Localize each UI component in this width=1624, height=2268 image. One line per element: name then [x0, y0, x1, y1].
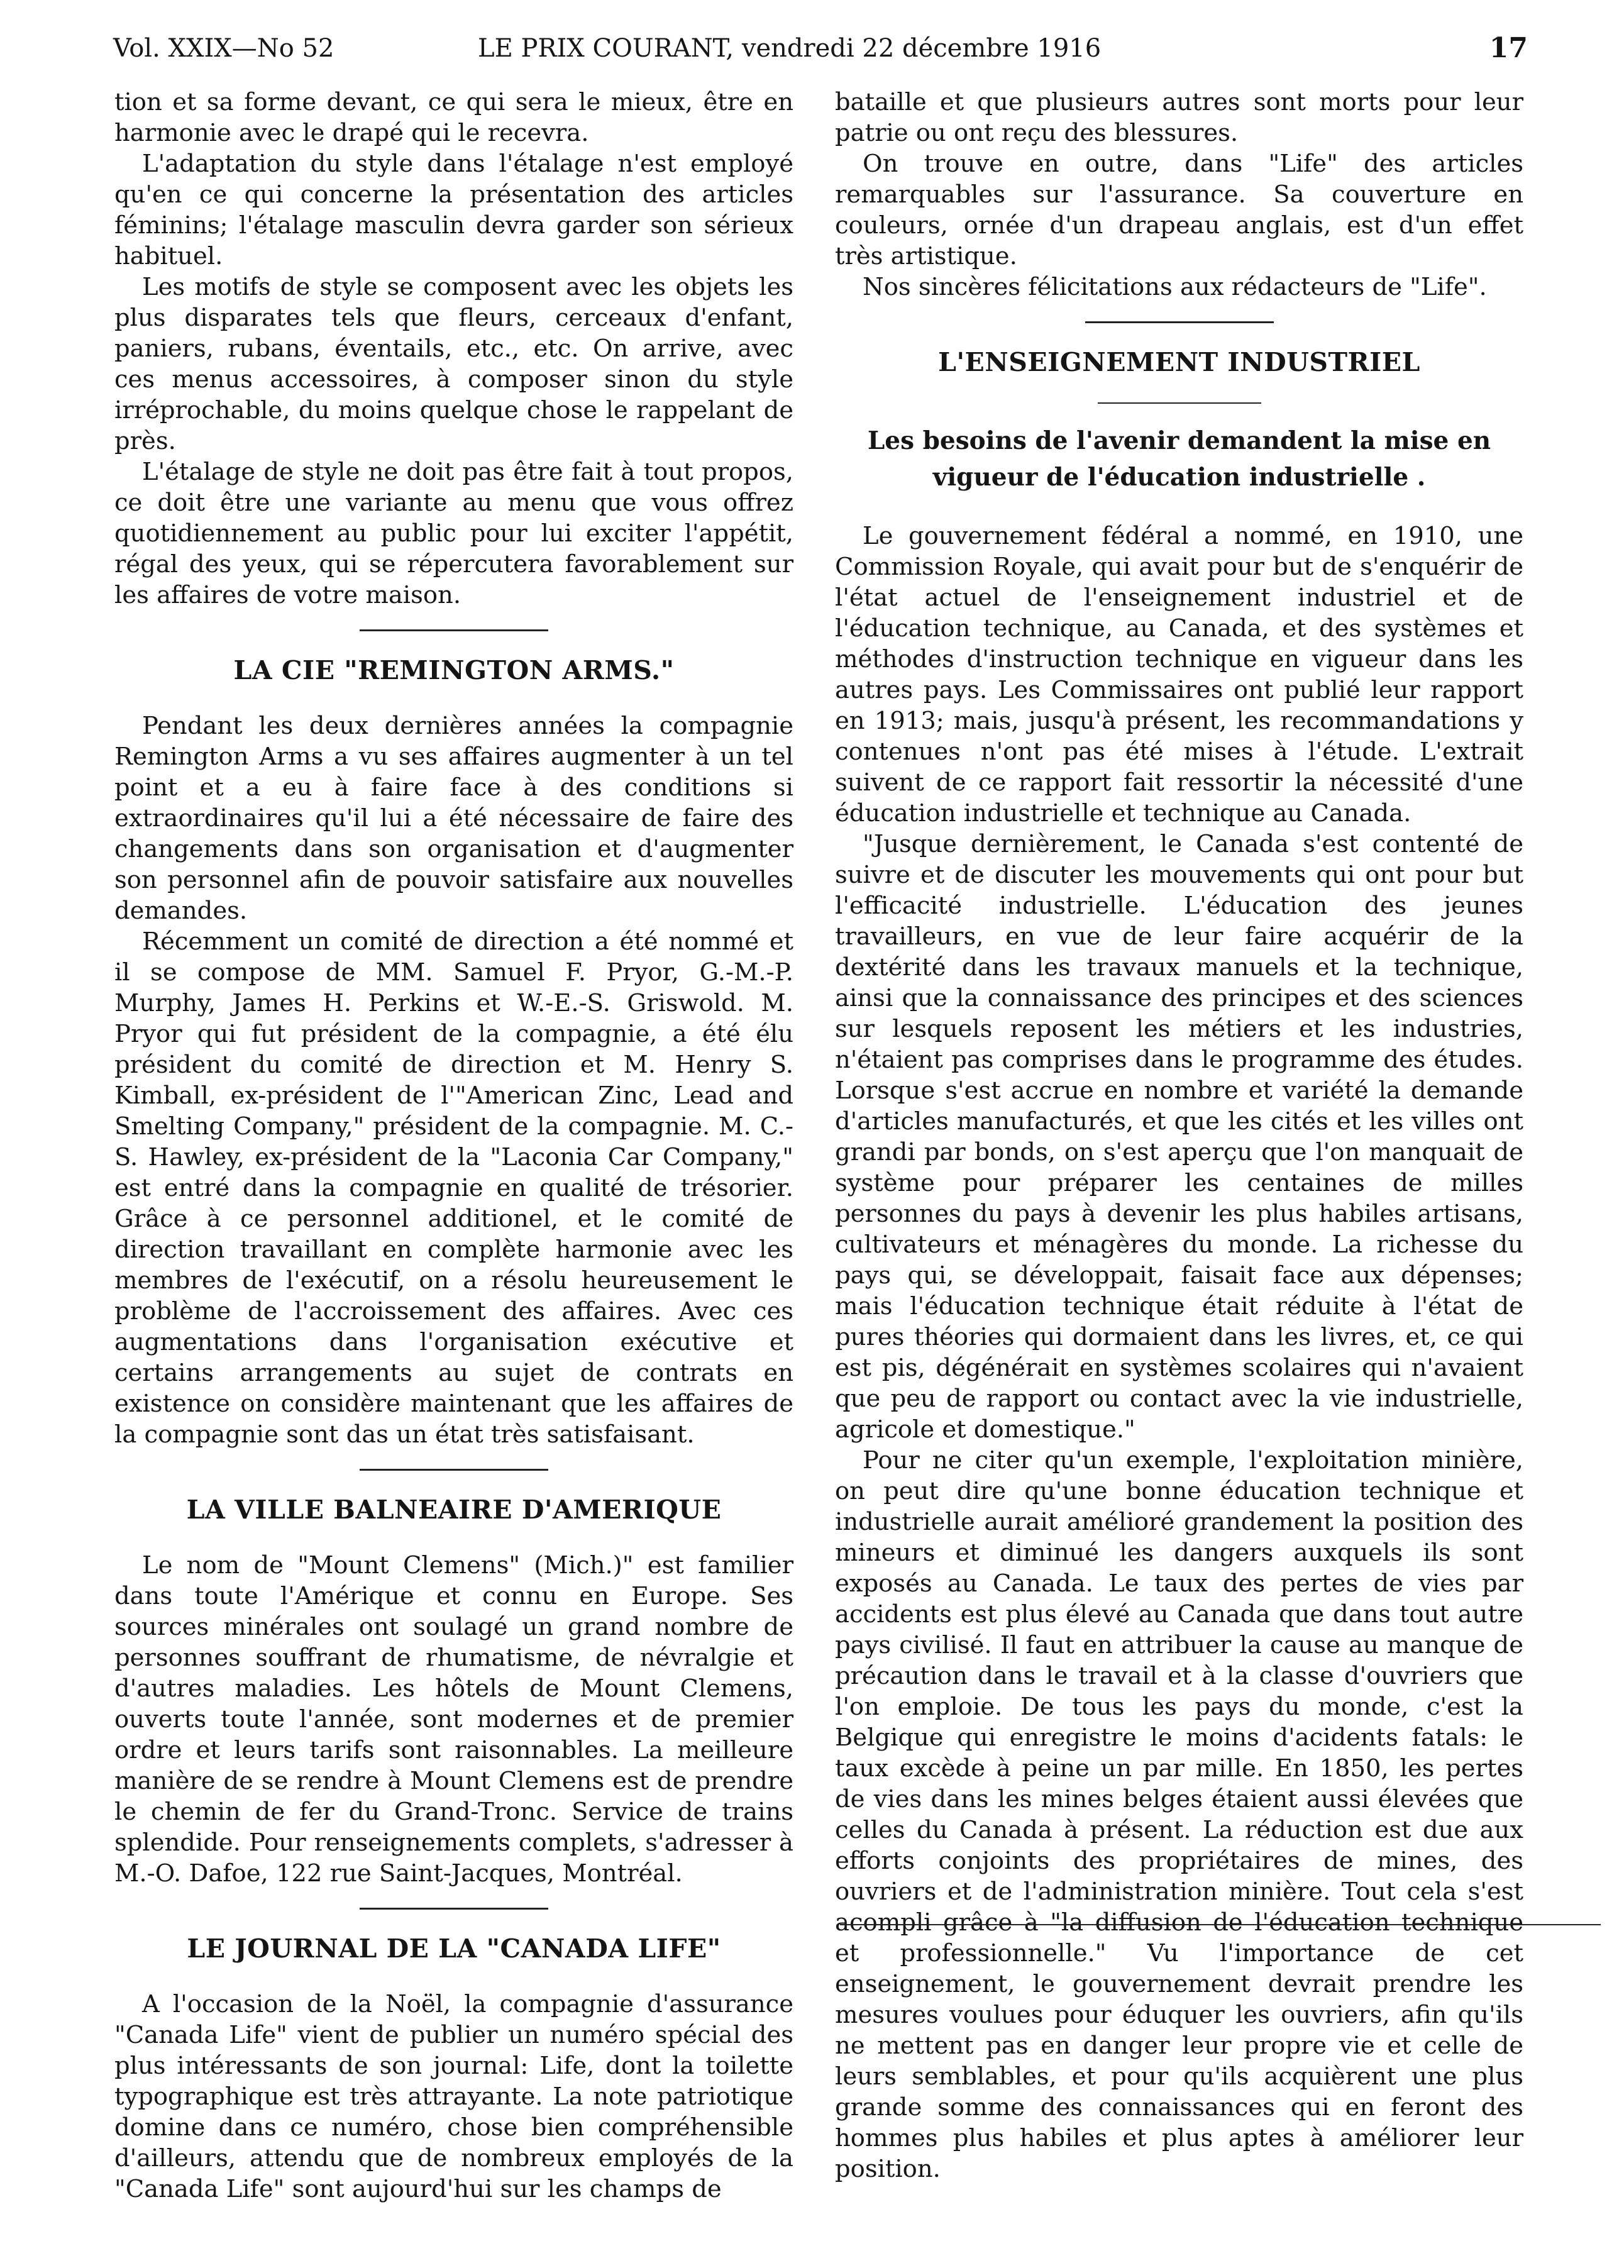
section-divider [1085, 321, 1274, 323]
page-number: 17 [1489, 32, 1528, 64]
paragraph: Pour ne citer qu'un exemple, l'exploitation minière, on peut dire qu'une bonne éducation technique et industrielle aurait amélioré grandement la position des mineurs et diminué les dangers auxquels ils sont exposés au Canada. Le taux des pertes de vies par accidents est plus élevé au Canada que dans tout autre pays civilisé. Il faut en attribuer la cause au manque de précaution dans le travail et à la classe d'ouvriers que l'on emploie. De tous les pays du monde, c'est la Belgique qui enregistre le moins d'acidents fatals: le taux excède à peine un par mille. En 1850, les pertes de vies dans les mines belges étaient aussi élevées que celles du Canada à présent. La réduction est due aux efforts conjoints des propriétaires de mines, des ouvriers et de l'administration minière. Tout cela s'est acompli grâce à "la diffusion de l'éducation technique et professionnelle." Vu l'importance de cet enseignement, le gouvernement devrait prendre les mesures voulues pour éduquer les ouvriers, afin qu'ils ne mettent pas en danger leur propre vie et celle de leurs semblables, et pour qu'ils acquièrent une plus grande somme des connaissances qui en feront des hommes plus habiles et plus aptes à améliorer leur position. [835, 1446, 1523, 2183]
left-column [114, 87, 793, 2204]
paragraph: tion et sa forme devant, ce qui sera le mieux, être en harmonie avec le drapé qui le recevra. [114, 88, 793, 147]
right-column [835, 87, 1523, 2184]
paragraph: L'étalage de style ne doit pas être fait à tout propos, ce doit être une variante au menu que vous offrez quotidiennement au public pour lui exciter l'appétit, régal des yeux, qui se répercutera favorablement sur les affaires de votre maison. [114, 458, 793, 609]
volume-label: Vol. XXIX—No 52 [113, 34, 334, 63]
section-divider [360, 1908, 548, 1910]
article-title-enseignement: L'ENSEIGNEMENT INDUSTRIEL [938, 347, 1420, 377]
running-head [113, 26, 1528, 70]
paragraph: Les motifs de style se composent avec les objets les plus disparates tels que fleurs, cerceaux d'enfant, paniers, rubans, éventails, etc., etc. On arrive, avec ces menus accessoires, à composer sinon du style irréprochable, du moins quelque chose le rappelant de près. [114, 273, 793, 455]
section-divider [1098, 402, 1261, 404]
paragraph: Pendant les deux dernières années la compagnie Remington Arms a vu ses affaires augmenter à un tel point et a eu à faire face à des conditions si extraordinaires qu'il lui a été nécessaire de faire des changements dans son organisation et d'augmenter son personnel afin de pouvoir satisfaire aux nouvelles demandes. [114, 712, 793, 925]
paragraph: Récemment un comité de direction a été nommé et il se compose de MM. Samuel F. Pryor, G.-M.-P. Murphy, James H. Perkins et W.-E.-S. Griswold. M. Pryor qui fut président de la compagnie, a été élu président du comité de direction et M. Henry S. Kimball, ex-président de l'"American Zinc, Lead and Smelting Company," président de la compagnie. M. C.-S. Hawley, ex-président de la "Laconia Car Company," est entré dans la compagnie en qualité de trésorier. Grâce à ce personnel additionel, et le comité de direction travaillant en complète harmonie avec les membres de l'exécutif, on a résolu heureusement le problème de l'accroissement des affaires. Avec ces augmentations dans l'organisation exécutive et certains arrangements au sujet de contrats en existence on considère maintenant que les affaires de la compagnie sont das un état très satisfaisant. [114, 927, 793, 1449]
article-title-ville-balneaire: LA VILLE BALNEAIRE D'AMERIQUE [186, 1495, 722, 1525]
paragraph: bataille et que plusieurs autres sont morts pour leur patrie ou ont reçu des blessures. [835, 88, 1523, 147]
article-title-canada-life: LE JOURNAL DE LA "CANADA LIFE" [187, 1933, 721, 1964]
section-divider [360, 1469, 548, 1471]
paragraph: A l'occasion de la Noël, la compagnie d'assurance "Canada Life" vient de publier un numéro spécial des plus intéressants de son journal: Life, dont la toilette typographique est très attrayante. La note patriotique domine dans ce numéro, chose bien compréhensible d'ailleurs, attendu que de nombreux employés de la "Canada Life" sont aujourd'hui sur les champs de [114, 1990, 793, 2203]
article-subtitle-enseignement: Les besoins de l'avenir demandent la mise en vigueur de l'éducation industrielle . [867, 426, 1491, 492]
page-fold-line [840, 1924, 1601, 1925]
publication-title: LE PRIX COURANT, vendredi 22 décembre 1916 [478, 34, 1102, 63]
paragraph: L'adaptation du style dans l'étalage n'est employé qu'en ce qui concerne la présentation des articles féminins; l'étalage masculin devra garder son sérieux habituel. [114, 150, 793, 270]
section-divider [360, 629, 548, 631]
paragraph: Le nom de "Mount Clemens" (Mich.)" est familier dans toute l'Amérique et connu en Europe. Ses sources minérales ont soulagé un grand nombre de personnes souffrant de rhumatisme, de névralgie et d'autres maladies. Les hôtels de Mount Clemens, ouverts toute l'année, sont modernes et de premier ordre et leurs tarifs sont raisonnables. La meilleure manière de se rendre à Mount Clemens est de prendre le chemin de fer du Grand-Tronc. Service de trains splendide. Pour renseignements complets, s'adresser à M.-O. Dafoe, 122 rue Saint-Jacques, Montréal. [114, 1551, 793, 1888]
article-title-remington: LA CIE "REMINGTON ARMS." [233, 655, 675, 685]
paragraph: Le gouvernement fédéral a nommé, en 1910, une Commission Royale, qui avait pour but de s'enquérir de l'état actuel de l'enseignement industriel et de l'éducation technique, au Canada, et des systèmes et méthodes d'instruction technique en vigueur dans les autres pays. Les Commissaires ont publié leur rapport en 1913; mais, jusqu'à présent, les recommandations y contenues n'ont pas été mises à l'étude. L'extrait suivent de ce rapport fait ressortir la nécessité d'une éducation industrielle et technique au Canada. [835, 522, 1523, 827]
paragraph: Nos sincères félicitations aux rédacteurs de "Life". [863, 273, 1487, 301]
paragraph: "Jusque dernièrement, le Canada s'est contenté de suivre et de discuter les mouvements qui ont pour but l'efficacité industrielle. L'éducation des jeunes travailleurs, en vue de leur faire acquérir de la dextérité dans les travaux manuels et la technique, ainsi que la connaissance des principes et des sciences sur lesquels reposent les métiers et les industries, n'étaient pas comprises dans le programme des études. Lorsque s'est accrue en nombre et variété la demande d'articles manufacturés, et que les cités et les villes ont grandi par bonds, on s'est aperçu que l'on manquait de système pour préparer les centaines de milles personnes du pays à devenir les plus habiles artisans, cultivateurs et ménagères du monde. La richesse du pays qui, se développait, faisait face aux dépenses; mais l'éducation technique était réduite à l'état de pures théories qui dormaient dans les livres, et, ce qui est pis, dégénérait en systèmes scolaires qui n'avaient que peu de rapport ou contact avec la vie industrielle, agricole et domestique." [835, 830, 1523, 1444]
paragraph: On trouve en outre, dans "Life" des articles remarquables sur l'assurance. Sa couverture en couleurs, ornée d'un drapeau anglais, est d'un effet très artistique. [835, 150, 1523, 270]
